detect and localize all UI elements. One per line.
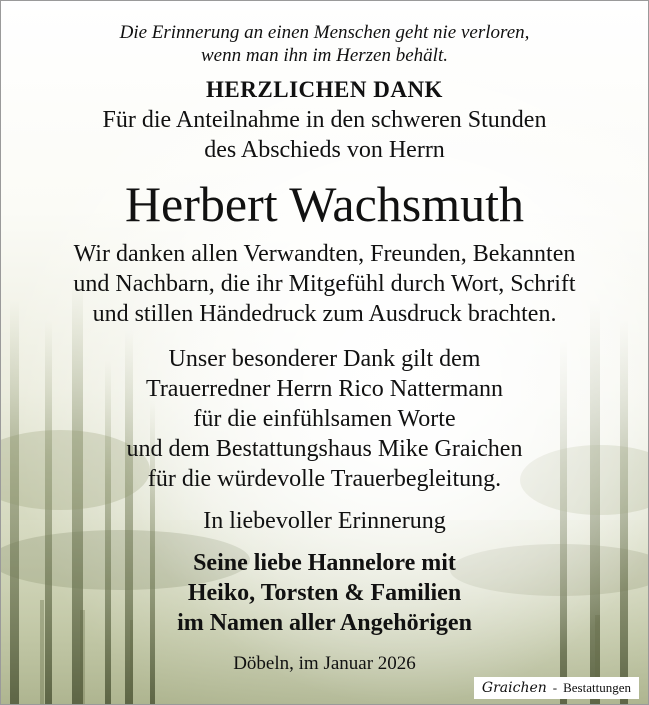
closing-phrase: In liebevoller Erinnerung [203,508,446,534]
intro-line-2: des Abschieds von Herrn [204,137,445,163]
signatory-line-1: Seine liebe Hannelore mit [193,550,456,576]
thanks-line-2: und Nachbarn, die ihr Mitgefühl durch Wort, Schrift [73,271,576,297]
signatory-line-3: im Namen aller Angehörigen [177,610,472,636]
deceased-name: Herbert Wachsmuth [124,176,525,232]
footer-label: Bestattungen [563,680,631,695]
motto-line-1: Die Erinnerung an einen Menschen geht nie verloren, [119,22,530,43]
intro-line-1: Für die Anteilnahme in den schweren Stunden [102,107,547,133]
special-thanks-line-1: Unser besonderer Dank gilt dem [168,346,481,372]
heading: HERZLICHEN DANK [206,77,443,102]
special-thanks-line-4: und dem Bestattungshaus Mike Graichen [126,436,523,462]
motto-line-2: wenn man ihn im Herzen behält. [201,45,448,66]
special-thanks-line-5: für die würdevolle Trauerbegleitung. [147,466,502,492]
thanks-line-3: und stillen Händedruck zum Ausdruck brachten. [92,301,557,327]
special-thanks-line-2: Trauerredner Herrn Rico Nattermann [146,376,503,402]
funeral-home-logo: Graichen [481,680,547,696]
thanks-line-1: Wir danken allen Verwandten, Freunden, Bekannten [73,241,576,267]
signatory-line-2: Heiko, Torsten & Familien [187,580,462,606]
place-date: Döbeln, im Januar 2026 [233,653,416,674]
footer-separator: - [552,680,558,695]
special-thanks-line-3: für die einfühlsamen Worte [193,406,456,432]
